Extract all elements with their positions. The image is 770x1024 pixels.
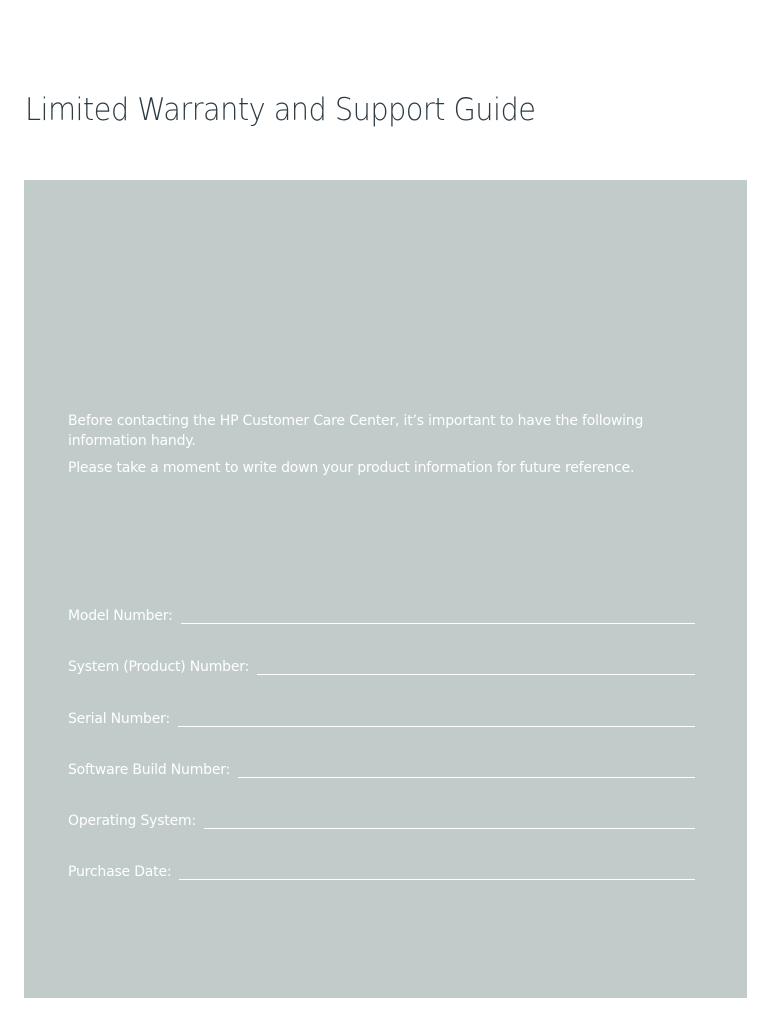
info-panel <box>24 180 747 998</box>
operating-system-field[interactable] <box>68 810 695 830</box>
write-in-line[interactable] <box>178 708 695 727</box>
field-label: Purchase Date: <box>68 864 172 880</box>
field-label: System (Product) Number: <box>68 659 250 675</box>
software-build-number-field[interactable] <box>68 759 695 779</box>
purchase-date-field[interactable] <box>68 861 695 881</box>
write-in-line[interactable] <box>238 759 695 778</box>
field-label: Software Build Number: <box>68 762 231 778</box>
system-product-number-field[interactable] <box>68 656 695 676</box>
serial-number-field[interactable] <box>68 708 695 728</box>
write-in-line[interactable] <box>181 605 695 624</box>
write-in-line[interactable] <box>179 861 695 880</box>
intro-paragraph: Before contacting the HP Customer Care Center, it’s important to have the following information handy. <box>68 413 644 449</box>
write-in-line[interactable] <box>257 656 695 675</box>
intro-paragraph: Please take a moment to write down your product information for future reference. <box>68 460 635 476</box>
field-label: Operating System: <box>68 813 196 829</box>
field-label: Model Number: <box>68 608 173 624</box>
intro-text <box>68 411 708 485</box>
write-in-line[interactable] <box>204 810 695 829</box>
model-number-field[interactable] <box>68 605 695 625</box>
page-title: Limited Warranty and Support Guide <box>25 92 536 128</box>
field-label: Serial Number: <box>68 711 170 727</box>
